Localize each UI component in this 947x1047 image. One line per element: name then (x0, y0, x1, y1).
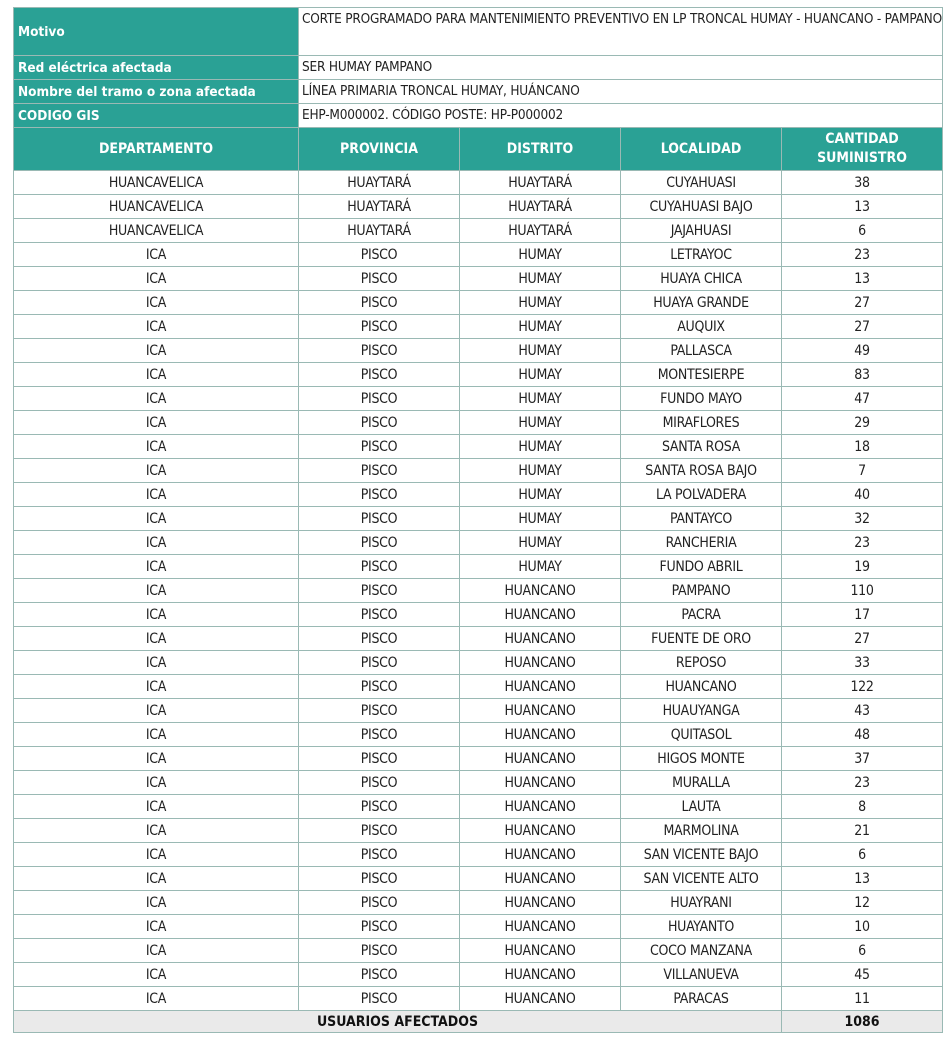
table-row (14, 795, 943, 819)
cell-cantidad: 12 (782, 891, 943, 915)
info-section (14, 8, 943, 128)
table-header-row (14, 128, 943, 171)
cell-provincia: PISCO (299, 699, 460, 723)
cell-localidad: QUITASOL (621, 723, 782, 747)
table-row (14, 723, 943, 747)
cell-distrito: HUANCANO (460, 891, 621, 915)
cell-departamento: ICA (14, 675, 299, 699)
header-cantidad-suministro: CANTIDAD SUMINISTRO (782, 128, 943, 171)
table-row (14, 339, 943, 363)
motivo-label: Motivo (14, 8, 299, 56)
cell-localidad: MARMOLINA (621, 819, 782, 843)
table-row (14, 939, 943, 963)
cell-localidad: JAJAHUASI (621, 219, 782, 243)
cell-departamento: ICA (14, 387, 299, 411)
cell-distrito: HUANCANO (460, 651, 621, 675)
cell-departamento: ICA (14, 243, 299, 267)
cell-localidad: PANTAYCO (621, 507, 782, 531)
cell-localidad: HUAYA GRANDE (621, 291, 782, 315)
cell-cantidad: 13 (782, 267, 943, 291)
tramo-value: LÍNEA PRIMARIA TRONCAL HUMAY, HUÁNCANO (299, 80, 943, 104)
cell-localidad: HUAUYANGA (621, 699, 782, 723)
cell-distrito: HUANCANO (460, 867, 621, 891)
table-row (14, 627, 943, 651)
table-row (14, 555, 943, 579)
cell-cantidad: 49 (782, 339, 943, 363)
table-row (14, 987, 943, 1011)
cell-localidad: SAN VICENTE ALTO (621, 867, 782, 891)
cell-departamento: HUANCAVELICA (14, 195, 299, 219)
cell-provincia: HUAYTARÁ (299, 171, 460, 195)
cell-departamento: ICA (14, 459, 299, 483)
cell-provincia: PISCO (299, 963, 460, 987)
table-row (14, 771, 943, 795)
cell-cantidad: 8 (782, 795, 943, 819)
table-row (14, 435, 943, 459)
cell-provincia: PISCO (299, 843, 460, 867)
cell-provincia: PISCO (299, 267, 460, 291)
cell-distrito: HUAYTARÁ (460, 195, 621, 219)
cell-provincia: PISCO (299, 915, 460, 939)
cell-provincia: PISCO (299, 483, 460, 507)
cell-localidad: FUNDO ABRIL (621, 555, 782, 579)
cell-provincia: PISCO (299, 363, 460, 387)
cell-cantidad: 32 (782, 507, 943, 531)
cell-distrito: HUMAY (460, 243, 621, 267)
table-row (14, 411, 943, 435)
cell-localidad: LETRAYOC (621, 243, 782, 267)
cell-provincia: PISCO (299, 435, 460, 459)
cell-cantidad: 6 (782, 843, 943, 867)
cell-provincia: PISCO (299, 459, 460, 483)
header-localidad: LOCALIDAD (621, 128, 782, 171)
cell-distrito: HUMAY (460, 339, 621, 363)
table-row (14, 699, 943, 723)
cell-provincia: HUAYTARÁ (299, 219, 460, 243)
cell-distrito: HUANCANO (460, 819, 621, 843)
tramo-label: Nombre del tramo o zona afectada (14, 80, 299, 104)
cell-localidad: HIGOS MONTE (621, 747, 782, 771)
red-value: SER HUMAY PAMPANO (299, 56, 943, 80)
table-row (14, 267, 943, 291)
table-row (14, 603, 943, 627)
cell-distrito: HUANCANO (460, 747, 621, 771)
tramo-row (14, 80, 943, 104)
cell-distrito: HUMAY (460, 411, 621, 435)
table-row (14, 195, 943, 219)
cell-departamento: ICA (14, 699, 299, 723)
table-row (14, 507, 943, 531)
cell-departamento: ICA (14, 435, 299, 459)
total-section (14, 1011, 943, 1033)
cell-localidad: COCO MANZANA (621, 939, 782, 963)
cell-distrito: HUANCANO (460, 915, 621, 939)
cell-localidad: SANTA ROSA BAJO (621, 459, 782, 483)
cell-provincia: PISCO (299, 891, 460, 915)
cell-cantidad: 27 (782, 315, 943, 339)
total-row (14, 1011, 943, 1033)
cell-provincia: PISCO (299, 771, 460, 795)
cell-distrito: HUANCANO (460, 795, 621, 819)
cell-provincia: PISCO (299, 675, 460, 699)
cell-departamento: ICA (14, 579, 299, 603)
header-distrito: DISTRITO (460, 128, 621, 171)
cell-distrito: HUMAY (460, 459, 621, 483)
cell-cantidad: 33 (782, 651, 943, 675)
cell-provincia: HUAYTARÁ (299, 195, 460, 219)
table-row (14, 915, 943, 939)
cell-localidad: FUENTE DE ORO (621, 627, 782, 651)
cell-departamento: ICA (14, 939, 299, 963)
cell-distrito: HUANCANO (460, 987, 621, 1011)
cell-distrito: HUAYTARÁ (460, 219, 621, 243)
cell-departamento: ICA (14, 627, 299, 651)
cell-departamento: ICA (14, 795, 299, 819)
cell-cantidad: 43 (782, 699, 943, 723)
cell-localidad: AUQUIX (621, 315, 782, 339)
cell-departamento: ICA (14, 723, 299, 747)
cell-departamento: ICA (14, 963, 299, 987)
cell-cantidad: 38 (782, 171, 943, 195)
cell-distrito: HUMAY (460, 387, 621, 411)
cell-departamento: ICA (14, 531, 299, 555)
cell-provincia: PISCO (299, 747, 460, 771)
cell-distrito: HUAYTARÁ (460, 171, 621, 195)
cell-departamento: ICA (14, 747, 299, 771)
cell-provincia: PISCO (299, 291, 460, 315)
motivo-row (14, 8, 943, 56)
red-row (14, 56, 943, 80)
cell-provincia: PISCO (299, 507, 460, 531)
cell-provincia: PISCO (299, 579, 460, 603)
cell-departamento: ICA (14, 315, 299, 339)
cell-departamento: ICA (14, 867, 299, 891)
cell-localidad: LA POLVADERA (621, 483, 782, 507)
outage-report-sheet (13, 7, 942, 1033)
motivo-value: CORTE PROGRAMADO PARA MANTENIMIENTO PREVENTIVO EN LP TRONCAL HUMAY - HUANCANO - PAMPANO (299, 8, 943, 56)
cell-localidad: MURALLA (621, 771, 782, 795)
cell-cantidad: 110 (782, 579, 943, 603)
cell-cantidad: 18 (782, 435, 943, 459)
cell-distrito: HUMAY (460, 291, 621, 315)
cell-provincia: PISCO (299, 651, 460, 675)
table-row (14, 747, 943, 771)
cell-provincia: PISCO (299, 387, 460, 411)
table-row (14, 363, 943, 387)
cell-provincia: PISCO (299, 867, 460, 891)
table-row (14, 843, 943, 867)
cell-cantidad: 13 (782, 867, 943, 891)
cell-localidad: PAMPANO (621, 579, 782, 603)
cell-localidad: FUNDO MAYO (621, 387, 782, 411)
gis-value: EHP-M000002. CÓDIGO POSTE: HP-P000002 (299, 104, 943, 128)
cell-cantidad: 17 (782, 603, 943, 627)
cell-distrito: HUMAY (460, 531, 621, 555)
cell-provincia: PISCO (299, 723, 460, 747)
table-row (14, 243, 943, 267)
cell-departamento: HUANCAVELICA (14, 219, 299, 243)
cell-cantidad: 23 (782, 531, 943, 555)
cell-departamento: ICA (14, 651, 299, 675)
table-header-section (14, 128, 943, 171)
cell-provincia: PISCO (299, 819, 460, 843)
cell-provincia: PISCO (299, 531, 460, 555)
cell-cantidad: 40 (782, 483, 943, 507)
table-row (14, 579, 943, 603)
cell-distrito: HUANCANO (460, 843, 621, 867)
cell-localidad: HUANCANO (621, 675, 782, 699)
cell-departamento: ICA (14, 267, 299, 291)
cell-cantidad: 19 (782, 555, 943, 579)
cell-cantidad: 45 (782, 963, 943, 987)
table-row (14, 963, 943, 987)
cell-departamento: ICA (14, 819, 299, 843)
cell-distrito: HUMAY (460, 507, 621, 531)
cell-provincia: PISCO (299, 939, 460, 963)
table-row (14, 891, 943, 915)
cell-localidad: PARACAS (621, 987, 782, 1011)
cell-cantidad: 10 (782, 915, 943, 939)
cell-distrito: HUANCANO (460, 699, 621, 723)
total-value: 1086 (782, 1011, 943, 1033)
red-label: Red eléctrica afectada (14, 56, 299, 80)
cell-localidad: HUAYA CHICA (621, 267, 782, 291)
cell-localidad: VILLANUEVA (621, 963, 782, 987)
cell-provincia: PISCO (299, 411, 460, 435)
cell-cantidad: 47 (782, 387, 943, 411)
cell-cantidad: 13 (782, 195, 943, 219)
cell-cantidad: 11 (782, 987, 943, 1011)
table-row (14, 867, 943, 891)
cell-departamento: ICA (14, 891, 299, 915)
cell-cantidad: 23 (782, 243, 943, 267)
cell-distrito: HUANCANO (460, 627, 621, 651)
cell-localidad: HUAYRANI (621, 891, 782, 915)
cell-cantidad: 27 (782, 627, 943, 651)
cell-distrito: HUANCANO (460, 723, 621, 747)
cell-distrito: HUANCANO (460, 939, 621, 963)
cell-distrito: HUMAY (460, 315, 621, 339)
total-label: USUARIOS AFECTADOS (14, 1011, 782, 1033)
cell-localidad: SANTA ROSA (621, 435, 782, 459)
table-row (14, 675, 943, 699)
cell-localidad: CUYAHUASI BAJO (621, 195, 782, 219)
gis-label: CODIGO GIS (14, 104, 299, 128)
header-provincia: PROVINCIA (299, 128, 460, 171)
cell-provincia: PISCO (299, 603, 460, 627)
cell-localidad: MIRAFLORES (621, 411, 782, 435)
table-row (14, 459, 943, 483)
cell-departamento: ICA (14, 483, 299, 507)
cell-cantidad: 6 (782, 939, 943, 963)
cell-departamento: ICA (14, 603, 299, 627)
cell-cantidad: 29 (782, 411, 943, 435)
cell-localidad: PACRA (621, 603, 782, 627)
cell-localidad: PALLASCA (621, 339, 782, 363)
cell-localidad: LAUTA (621, 795, 782, 819)
cell-departamento: ICA (14, 915, 299, 939)
table-row (14, 531, 943, 555)
cell-provincia: PISCO (299, 627, 460, 651)
cell-cantidad: 122 (782, 675, 943, 699)
cell-localidad: MONTESIERPE (621, 363, 782, 387)
cell-provincia: PISCO (299, 795, 460, 819)
cell-distrito: HUMAY (460, 435, 621, 459)
cell-provincia: PISCO (299, 315, 460, 339)
cell-distrito: HUMAY (460, 555, 621, 579)
cell-cantidad: 6 (782, 219, 943, 243)
cell-distrito: HUMAY (460, 267, 621, 291)
cell-distrito: HUANCANO (460, 675, 621, 699)
cell-provincia: PISCO (299, 243, 460, 267)
cell-cantidad: 23 (782, 771, 943, 795)
cell-departamento: ICA (14, 987, 299, 1011)
table-body (14, 171, 943, 1011)
gis-row (14, 104, 943, 128)
cell-departamento: HUANCAVELICA (14, 171, 299, 195)
cell-cantidad: 37 (782, 747, 943, 771)
table-row (14, 819, 943, 843)
cell-provincia: PISCO (299, 339, 460, 363)
cell-distrito: HUMAY (460, 483, 621, 507)
cell-departamento: ICA (14, 411, 299, 435)
outage-table (13, 7, 943, 1033)
cell-distrito: HUANCANO (460, 603, 621, 627)
cell-departamento: ICA (14, 363, 299, 387)
cell-cantidad: 48 (782, 723, 943, 747)
table-row (14, 171, 943, 195)
cell-departamento: ICA (14, 555, 299, 579)
cell-cantidad: 83 (782, 363, 943, 387)
cell-cantidad: 21 (782, 819, 943, 843)
cell-provincia: PISCO (299, 555, 460, 579)
table-row (14, 387, 943, 411)
cell-departamento: ICA (14, 291, 299, 315)
table-row (14, 483, 943, 507)
cell-localidad: RANCHERIA (621, 531, 782, 555)
cell-localidad: REPOSO (621, 651, 782, 675)
cell-distrito: HUMAY (460, 363, 621, 387)
cell-departamento: ICA (14, 771, 299, 795)
cell-cantidad: 27 (782, 291, 943, 315)
table-row (14, 315, 943, 339)
cell-localidad: HUAYANTO (621, 915, 782, 939)
cell-departamento: ICA (14, 339, 299, 363)
table-row (14, 219, 943, 243)
table-row (14, 651, 943, 675)
cell-cantidad: 7 (782, 459, 943, 483)
header-departamento: DEPARTAMENTO (14, 128, 299, 171)
cell-distrito: HUANCANO (460, 771, 621, 795)
cell-localidad: SAN VICENTE BAJO (621, 843, 782, 867)
cell-distrito: HUANCANO (460, 963, 621, 987)
cell-distrito: HUANCANO (460, 579, 621, 603)
cell-provincia: PISCO (299, 987, 460, 1011)
cell-departamento: ICA (14, 507, 299, 531)
cell-departamento: ICA (14, 843, 299, 867)
cell-localidad: CUYAHUASI (621, 171, 782, 195)
table-row (14, 291, 943, 315)
